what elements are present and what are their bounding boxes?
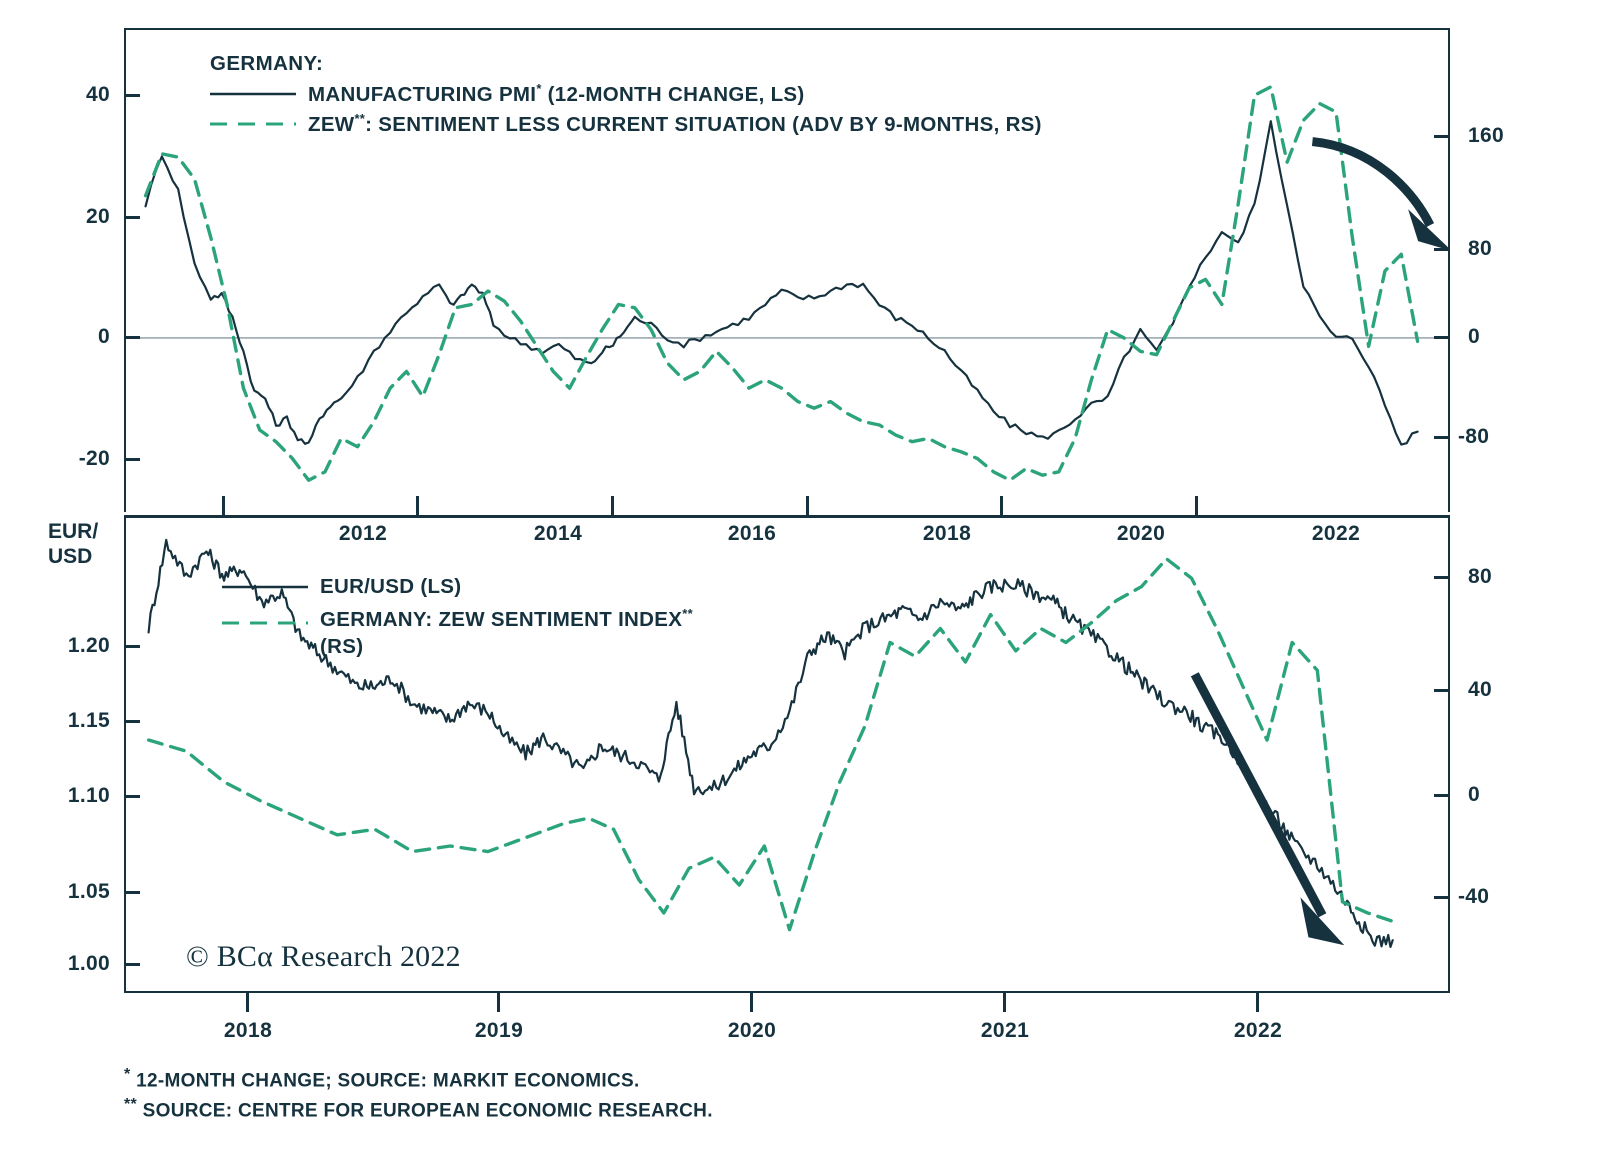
eurusd-axis-title (48, 520, 98, 570)
legend-swatch-solid (210, 87, 296, 101)
eurusd-line1: EUR/ (48, 520, 99, 543)
top-left-tick-20: 20 (86, 205, 110, 228)
legend-label-zew-index: GERMANY: ZEW SENTIMENT INDEX** (RS) (320, 605, 693, 659)
eurusd-line2: USD (48, 544, 93, 568)
bottom-left-tickmark-100 (124, 963, 140, 966)
legend-item-manufacturing-pmi (210, 81, 1042, 107)
legend-item-eurusd (222, 573, 740, 601)
top-right-tick-80: 80 (1468, 237, 1492, 260)
bottom-left-tick-105: 1.05 (67, 880, 110, 903)
legend-item-zew-index (222, 605, 740, 661)
top-right-tickmark-160 (1434, 135, 1450, 138)
top-xlabel-2016: 2016 (727, 522, 777, 545)
bottom-right-tickmark-0 (1434, 794, 1450, 797)
bottom-xlabel-2019: 2019 (474, 1019, 524, 1042)
bottom-xtick-2022 (1256, 993, 1259, 1012)
bottom-left-tick-100: 1.00 (67, 952, 110, 975)
top-right-tickmark-0 (1434, 336, 1450, 339)
top-right-tick-0: 0 (1468, 325, 1480, 348)
top-xtick-2018 (806, 496, 809, 515)
bottom-right-tickmark-neg40 (1434, 896, 1450, 899)
bottom-right-tick-neg40: -40 (1458, 885, 1490, 908)
top-left-tick-neg20: -20 (78, 447, 110, 470)
bottom-right-tick-80: 80 (1468, 565, 1492, 588)
bottom-left-tickmark-120 (124, 645, 140, 648)
bottom-xlabel-2020: 2020 (727, 1019, 777, 1042)
bottom-xtick-2019 (497, 993, 500, 1012)
top-right-tick-160: 160 (1468, 124, 1504, 147)
top-xtick-2020 (1000, 496, 1003, 515)
footnote-1-star: * (124, 1066, 131, 1083)
bottom-xlabel-2021: 2021 (980, 1019, 1030, 1042)
legend-swatch-solid (222, 580, 308, 594)
copyright-text: © BCα Research 2022 (186, 940, 461, 973)
bottom-left-tickmark-110 (124, 795, 140, 798)
bottom-xtick-2020 (750, 993, 753, 1012)
bottom-xlabel-2018: 2018 (223, 1019, 273, 1042)
bottom-left-tick-120: 1.20 (67, 634, 110, 657)
bottom-right-tickmark-40 (1434, 689, 1450, 692)
footnote-2-text: SOURCE: CENTRE FOR EUROPEAN ECONOMIC RESEARCH. (142, 1100, 713, 1122)
footnote-1-text: 12-MONTH CHANGE; SOURCE: MARKIT ECONOMICS. (136, 1070, 640, 1092)
legend-title: GERMANY: (210, 52, 324, 75)
bottom-xtick-2021 (1003, 993, 1006, 1012)
top-xtick-2022 (1195, 496, 1198, 515)
top-xtick-2012 (222, 496, 225, 515)
top-left-tick-0: 0 (98, 325, 110, 348)
top-left-tickmark-20 (124, 216, 140, 219)
top-right-tickmark-neg80 (1434, 436, 1450, 439)
top-xlabel-2012: 2012 (338, 522, 388, 545)
bottom-right-tickmark-80 (1434, 576, 1450, 579)
legend-label-eurusd: EUR/USD (LS) (320, 575, 462, 598)
top-xlabel-2020: 2020 (1116, 522, 1166, 545)
top-legend (210, 52, 1042, 141)
legend-swatch-dashed (222, 616, 308, 630)
bottom-left-tickmark-105 (124, 891, 140, 894)
top-xtick-2014 (416, 496, 419, 515)
bottom-left-tick-110: 1.10 (67, 784, 110, 807)
top-xlabel-2022: 2022 (1311, 522, 1361, 545)
top-xlabel-2018: 2018 (922, 522, 972, 545)
legend-item-zew-sentiment (210, 111, 1042, 137)
legend-swatch-dashed (210, 117, 296, 131)
bottom-left-tick-115: 1.15 (67, 709, 110, 732)
trend-arrow (1312, 142, 1448, 252)
bottom-legend (222, 573, 740, 665)
bottom-right-tick-40: 40 (1468, 678, 1492, 701)
bottom-xlabel-2022: 2022 (1233, 1019, 1283, 1042)
bottom-xtick-2018 (246, 993, 249, 1012)
top-right-tickmark-80 (1434, 248, 1450, 251)
top-left-tickmark-0 (124, 336, 140, 339)
legend-label-manufacturing-pmi: MANUFACTURING PMI* (12-MONTH CHANGE, LS) (308, 81, 805, 106)
bottom-right-tick-0: 0 (1468, 783, 1480, 806)
top-left-tickmark-40 (124, 94, 140, 97)
legend-label-zew-sentiment: ZEW**: SENTIMENT LESS CURRENT SITUATION (ADV BY 9-MONTHS, RS) (308, 110, 1042, 136)
top-xlabel-2014: 2014 (533, 522, 583, 545)
series-line (146, 87, 1418, 480)
footnote-2 (124, 1096, 713, 1122)
footnote-2-star: ** (124, 1096, 138, 1113)
bottom-left-tickmark-115 (124, 720, 140, 723)
top-xtick-2016 (611, 496, 614, 515)
footnote-1 (124, 1066, 640, 1092)
top-left-tick-40: 40 (86, 83, 110, 106)
top-right-tick-neg80: -80 (1458, 425, 1490, 448)
top-left-tickmark-neg20 (124, 458, 140, 461)
